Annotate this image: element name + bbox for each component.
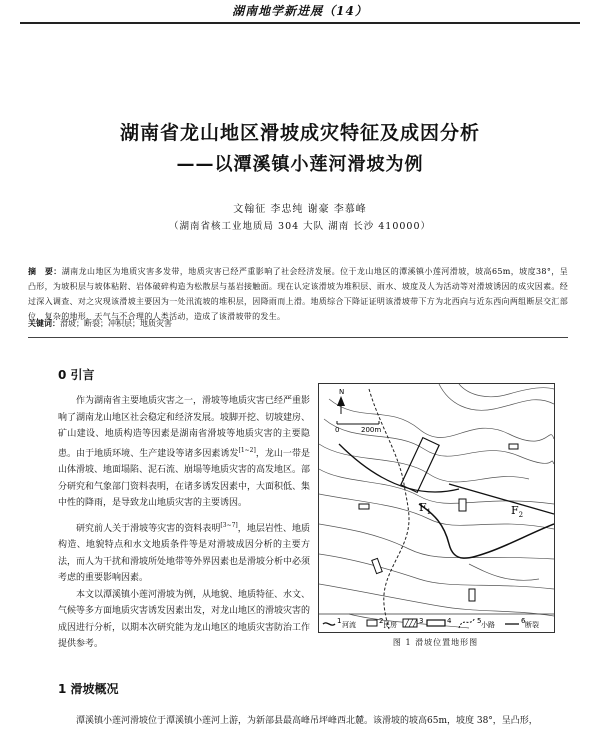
fault-f1-line	[339, 444, 459, 492]
svg-text:2: 2	[379, 617, 384, 625]
abstract	[28, 264, 568, 324]
fault-f2-label: $F_2$	[511, 504, 524, 519]
paper-title: 湖南省龙山地区滑坡成灾特征及成因分析	[119, 122, 480, 144]
paper-subtitle: ——以潭溪镇小莲河滑坡为例	[176, 154, 424, 175]
svg-text:4: 4	[447, 617, 452, 625]
scale-label: 200m	[361, 426, 382, 434]
svg-text:1: 1	[337, 617, 342, 625]
road-line	[369, 389, 409, 629]
figure-topographic-map	[318, 383, 555, 633]
section-heading-overview: 1 滑坡概况	[58, 682, 119, 696]
legend-path-icon	[459, 618, 475, 628]
divider	[28, 337, 568, 338]
legend-fault-label: 断裂	[525, 621, 539, 629]
keywords	[28, 318, 568, 329]
keywords-label: 关键词：	[28, 319, 60, 328]
keywords-text: 滑坡；断裂；冲积层；地质灾害	[60, 319, 172, 328]
legend-river-label: 河流	[342, 621, 356, 629]
scale-zero: 0	[335, 426, 340, 434]
map-svg	[319, 384, 554, 632]
map-legend	[323, 617, 539, 629]
abstract-label: 摘 要：	[28, 267, 62, 276]
affiliation: （湖南省核工业地质局 304 大队 湖南 长沙 410000）	[169, 221, 431, 232]
authors: 文翰征 李忠纯 谢豪 李慕峰	[233, 204, 367, 215]
intro-paragraph-2: 研究前人关于滑坡等灾害的资料表明[3~7]，地层岩性、地质构造、地貌特点和水文地质条件等是对滑坡成因分析的主要方法，而人为干扰和滑坡所处地带等外界因素也是滑坡分析中必须考虑的重要影响因素。	[58, 521, 311, 583]
section-heading-intro: 0 引言	[58, 368, 95, 382]
intro-paragraph-3: 本文以潭溪镇小莲河滑坡为例，从地貌、地质特征、水文、气候等多方面地质灾害诱发因素出发，对龙山地区的滑坡灾害的成因进行分析，以期本次研究能为龙山地区的地质灾害防治工作提供参考。	[58, 589, 311, 649]
svg-text:6: 6	[521, 617, 526, 625]
legend-river-icon	[323, 623, 335, 625]
legend-house-icon	[367, 620, 377, 626]
svg-text:3: 3	[419, 617, 424, 625]
journal-header: 湖南地学新进展（14）	[20, 0, 580, 24]
overview-text: 潭溪镇小莲河滑坡位于潭溪镇小莲河上游，为新部县最高峰吊坪峰西北麓。该滑坡的坡高65m，坡度 38°，呈凸形，	[76, 716, 538, 726]
north-label: N	[339, 388, 345, 396]
fault-f1-label: $F_1$	[419, 501, 432, 516]
abstract-text: 湖南龙山地区为地质灾害多发带，地质灾害已经严重影响了社会经济发展。位于龙山地区的潭溪镇小莲河滑坡，坡高65m，坡度38°，呈凸形，为坡积层与坡体粘附、岩体破碎构造为松散层与基岩接触面。现在认定该滑坡为堆积层、雨水、坡度及人为活动等对滑坡诱因的成灾因素。经过深入调查、对之灾现该滑坡主要因为一处汛流坡的堆积层，因降雨而上滑。地质综合下降证证明该滑坡带下方为北西向与近东西向两组断层交汇部位，复杂的地形、天气与不合理的人类活动，造成了该滑坡带的发生。	[28, 267, 568, 321]
river-line	[419, 504, 554, 558]
contour-lines	[319, 384, 554, 628]
legend-house-label: 民房	[383, 621, 397, 629]
intro-body	[58, 393, 310, 653]
north-arrow-icon	[337, 396, 345, 414]
figure-caption: 图 1 滑坡位置地形图	[392, 638, 479, 647]
legend-landslide-icon	[427, 620, 445, 626]
intro-paragraph-1: 作为湖南省主要地质灾害之一，滑坡等地质灾害已经严重影响了湖南龙山地区社会稳定和经济发展。坡脚开挖、切坡建房、矿山建设、地质构造等因素是湖南省滑坡等地质灾害的主要隐患。由于地质环境、生产建设等诸多因素诱发[1~2]，龙山一带是山体滑坡、地面塌陷、泥石流、崩塌等地质灾害的高发地区。部分研究和气象部门资料表明，在诸多诱发因素中，大面积低、集中性的降雨，是导致龙山地质灾害的主要诱因。	[58, 396, 311, 508]
landslide-outline	[401, 438, 439, 493]
svg-text:5: 5	[477, 617, 482, 625]
legend-path-label: 小路	[481, 621, 495, 629]
